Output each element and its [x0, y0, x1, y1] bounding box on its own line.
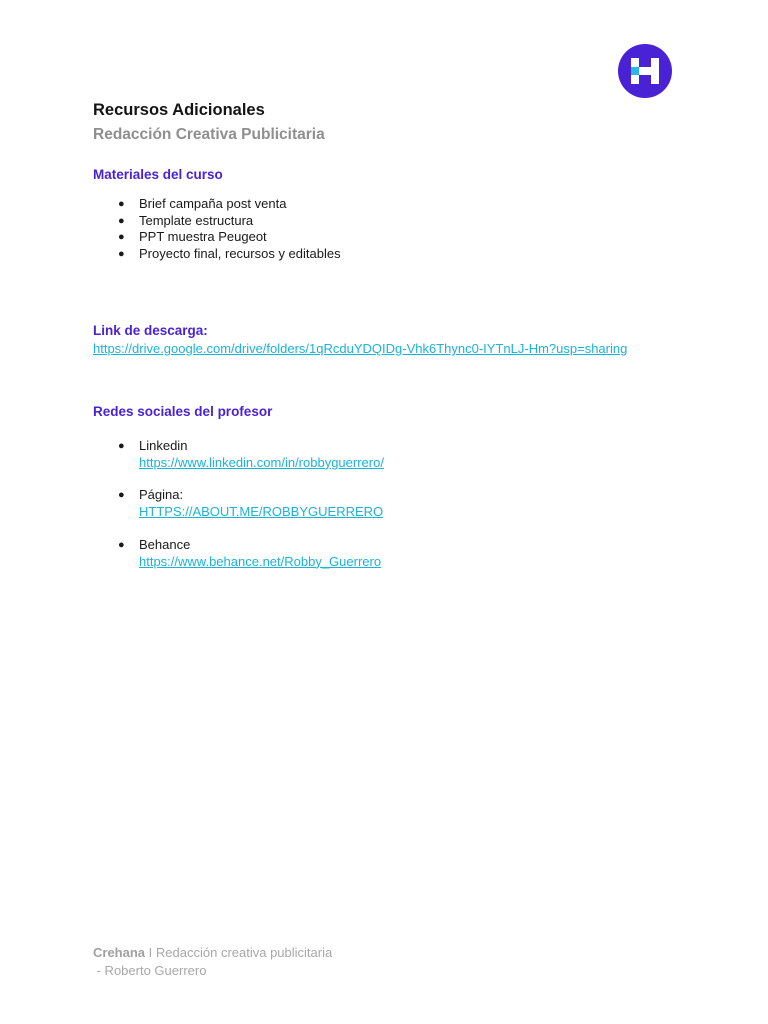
- footer-course: Redacción creativa publicitaria: [155, 945, 333, 960]
- social-heading: Redes sociales del profesor: [93, 404, 273, 419]
- materials-heading: Materiales del curso: [93, 167, 223, 182]
- behance-link[interactable]: https://www.behance.net/Robby_Guerrero: [139, 553, 382, 569]
- social-name: Behance: [139, 536, 191, 552]
- social-item-behance: [93, 537, 384, 570]
- footer-line-1: [93, 944, 332, 962]
- download-heading: Link de descarga:: [93, 323, 208, 338]
- list-item: ● Proyecto final, recursos y editables: [118, 246, 341, 262]
- social-item-linkedin: [93, 438, 384, 471]
- social-list: [93, 438, 384, 586]
- crehana-logo-icon: [618, 44, 672, 98]
- social-item-page: [93, 487, 384, 520]
- linkedin-link[interactable]: https://www.linkedin.com/in/robbyguerrero/: [139, 454, 384, 470]
- download-link[interactable]: https://drive.google.com/drive/folders/1qRcduYDQIDg-Vhk6Thync0-IYTnLJ-Hm?usp=sharing: [93, 341, 628, 356]
- social-name: Página:: [139, 487, 184, 503]
- bullet-icon: ●: [118, 198, 125, 210]
- bullet-icon: ●: [118, 214, 125, 227]
- bullet-icon: ●: [118, 538, 125, 551]
- download-link-container: [93, 341, 627, 356]
- footer-separator: I: [148, 945, 153, 960]
- list-item: ● Template estructura: [118, 212, 254, 228]
- list-item: ● Brief campaña post venta: [118, 196, 287, 211]
- materials-list: [93, 196, 341, 263]
- bullet-icon: ●: [118, 231, 125, 244]
- bullet-icon: ●: [118, 440, 125, 452]
- bullet-icon: ●: [118, 489, 125, 502]
- footer-author: - Roberto Guerrero: [93, 963, 207, 978]
- footer-brand: Crehana: [93, 945, 146, 960]
- page-title: Recursos Adicionales: [93, 101, 265, 119]
- about-me-link[interactable]: HTTPS://ABOUT.ME/ROBBYGUERRERO: [139, 504, 384, 520]
- list-item: ● PPT muestra Peugeot: [118, 229, 267, 245]
- page-footer: [93, 944, 332, 980]
- bullet-icon: ●: [118, 248, 125, 261]
- page-subtitle: Redacción Creativa Publicitaria: [93, 126, 325, 143]
- social-name: Linkedin: [139, 438, 188, 453]
